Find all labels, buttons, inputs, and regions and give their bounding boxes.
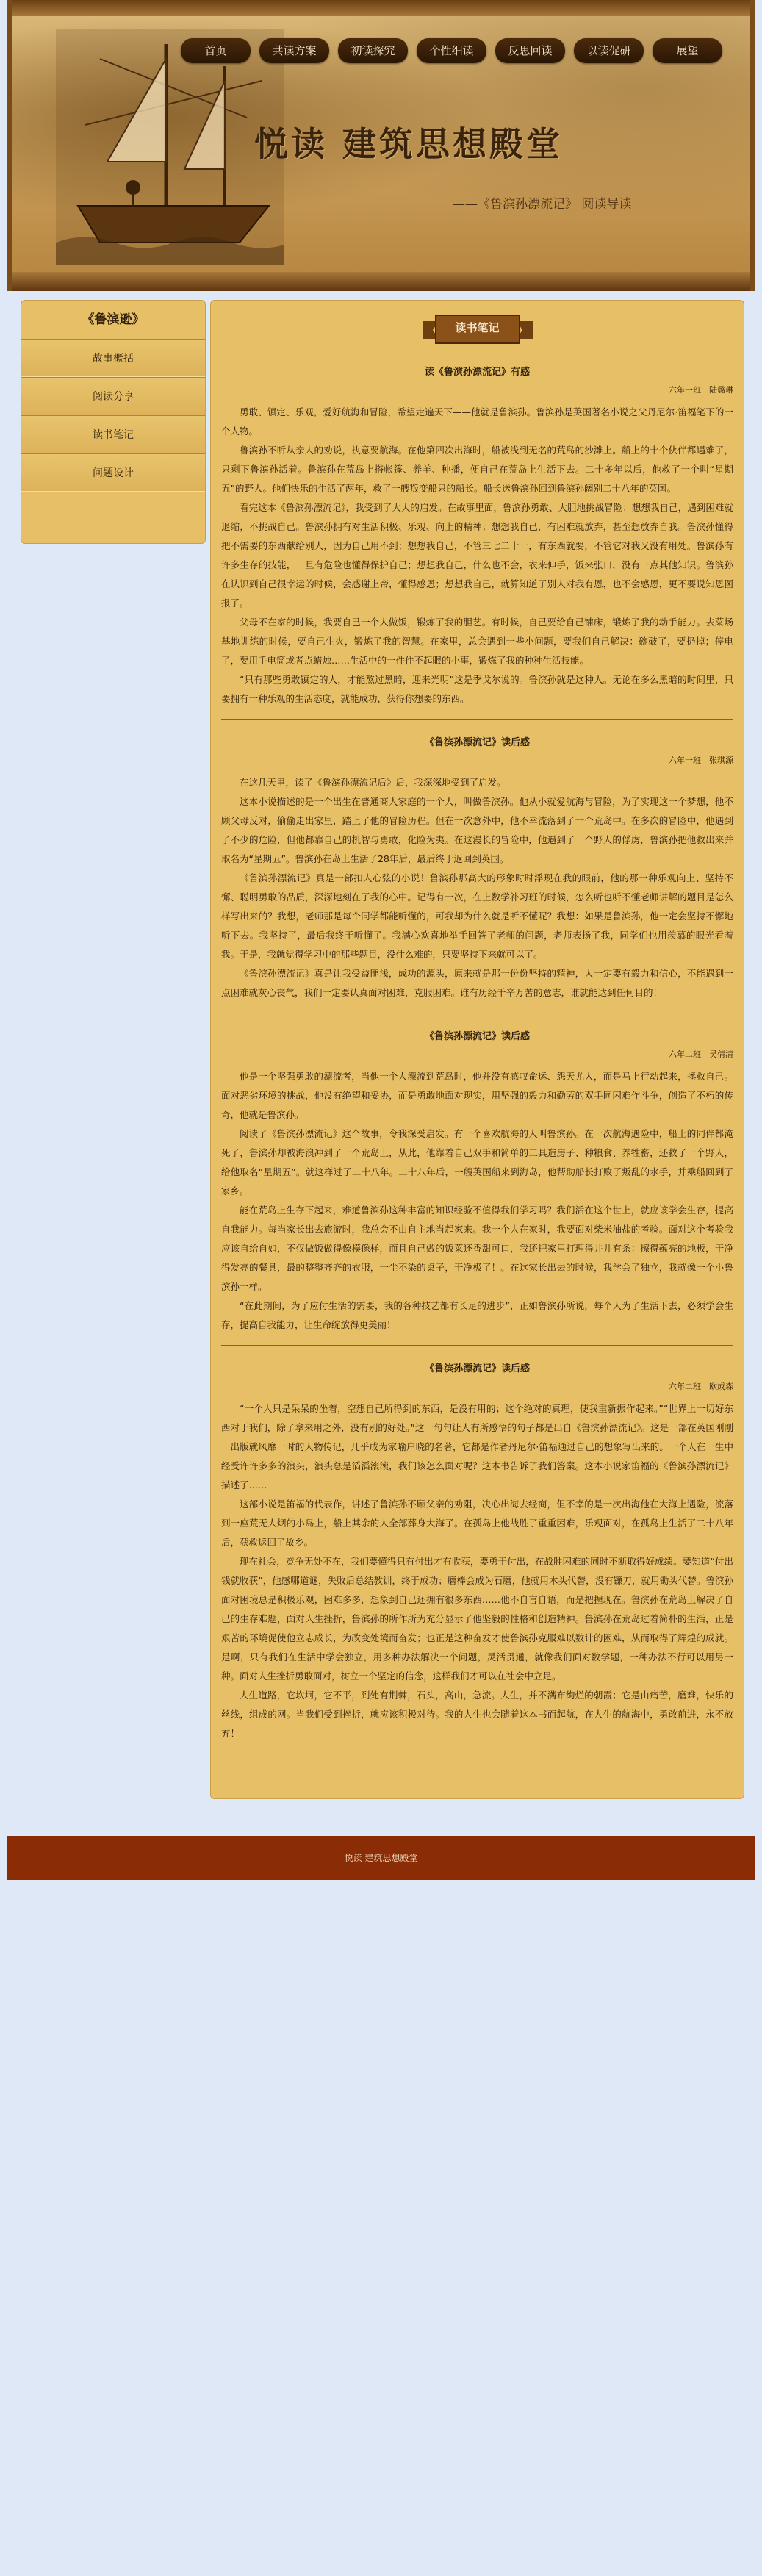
- nav-item-first-reading[interactable]: 初读探究: [338, 38, 408, 63]
- sidebar-item-question-design[interactable]: 问题设计: [21, 453, 205, 492]
- article-paragraph: “在此期间，为了应付生活的需要，我的各种技艺都有长足的进步”，正如鲁滨孙所说，每个人为了生活下去，必须学会生存，提高自我能力，让生命绽放得更美丽！: [221, 1300, 733, 1330]
- scroll-bottom-edge: [12, 272, 750, 291]
- sidebar-title: 《鲁滨逊》: [82, 312, 145, 327]
- article: [221, 1360, 733, 1754]
- banner-subtitle: ——《鲁滨孙漂流记》 阅读导读: [453, 197, 632, 212]
- article-paragraph: 在这几天里，读了《鲁滨孙漂流记后》后，我深深地受到了启发。: [240, 777, 506, 788]
- article-paragraph: 现在社会，竞争无处不在，我们要懂得只有付出才有收获，要勇于付出，在战胜困难的同时不断取得好成绩。要知道“付出钱就收获”，他感哪道谜，失败后总结教训，终于成功；磨棒会成为石磨，他就用木头代替，没有镰刀，就用锄头代替。鲁滨孙面对困境总是积极乐观，困难多多，想象到自己还拥有很多东西……他不自言自语，而是把握现在。鲁滨孙在荒岛上解决了自己的生存难题，面对人生挫折，鲁滨孙的所作所为充分显示了他坚毅的性格和创造精神。鲁滨孙在荒岛过着简朴的生活，正是艰苦的环境促使他立志成长，为改变处境而奋发；也正是这种奋发才使鲁滨孙克服难以数计的困难，从而取得了辉煌的成就。是啊，只有我们在生活中学会独立，用多种办法解决一个问题，灵活贯通，就像我们面对数学题，一种办法不行可以用另一种。面对人生挫折勇敢面对，树立一个坚定的信念，这样我们才可以在社会中立足。: [221, 1556, 733, 1682]
- nav-item-research[interactable]: 以读促研: [574, 38, 644, 63]
- section-label: 读书笔记: [455, 321, 500, 334]
- article-title: 读《鲁滨孙漂流记》有感: [424, 367, 530, 378]
- sidebar-item-reading-notes[interactable]: 读书笔记: [21, 415, 205, 453]
- article-paragraph: 这部小说是笛福的代表作，讲述了鲁滨孙不顾父亲的劝阻，决心出海去经商，但不幸的是一次出海他在大海上遇险，流落到一座荒无人烟的小岛上，船上其余的人全部葬身大海了。在孤岛上他战胜了重重困难，乐观面对，在孤岛上生活了二十八年后，获救返回了故乡。: [221, 1499, 733, 1548]
- article-paragraph: 《鲁滨孙漂流记》真是让我受益匪浅，成功的源头，原来就是那一份份坚持的精神，人一定要有毅力和信心，不能遇到一点困难就灰心丧气，我们一定要认真面对困难，克服困难。谁有历经千辛万苦的意志，谁就能达到任何目的！: [221, 968, 733, 998]
- footer: 悦读 建筑思想殿堂: [7, 1836, 755, 1880]
- banner-title: 悦读 建筑思想殿堂: [254, 124, 564, 164]
- section-ribbon: [423, 312, 533, 349]
- article-author: 六年二班 欧成森: [669, 1382, 733, 1391]
- article: [221, 1028, 733, 1346]
- article-author: 六年二班 吴倩清: [669, 1050, 733, 1059]
- article-author: 六年一班 张琪源: [669, 756, 733, 765]
- nav-item-close-reading[interactable]: 个性细读: [417, 38, 486, 63]
- main-content: [210, 300, 744, 1799]
- nav-item-home[interactable]: 首页: [181, 38, 251, 63]
- nav-item-reading-plan[interactable]: 共读方案: [259, 38, 329, 63]
- nav-item-reflective-reading[interactable]: 反思回读: [495, 38, 565, 63]
- article: [221, 734, 733, 1013]
- article-paragraph: 能在荒岛上生存下起来，难道鲁滨孙这种丰富的知识经验不值得我们学习吗？我们活在这个世上，就应该学会生存，提高自我能力。每当家长出去旅游时，我总会不由自主地当起家来。我一个人在家时，我要面对柴米油盐的考验。面对这个考验我应该自给自如，不仅做饭做得像模像样，而且自己做的饭菜还香甜可口，我还把家里打理得井井有条：擦得蕴亮的地板，干净得发亮的餐具，最的整整齐齐的衣服，一尘不染的桌子，干净极了！。在这家长出去的时候，我学会了独立，我就像一个小鲁滨孙一样。: [221, 1205, 733, 1292]
- scroll-top-edge: [12, 0, 750, 16]
- sidebar-item-reading-share[interactable]: 阅读分享: [21, 377, 205, 415]
- article-paragraph: 父母不在家的时候，我要自己一个人做饭，锻炼了我的胆艺。有时候，自己要给自己铺床，锻炼了我的动手能力。去菜场基地训练的时候，要自己生火，锻炼了我的智慧。在家里，总会遇到一些小问题，要我们自己解决：碗破了，要扔掉；停电了，要用手电筒或者点蜡烛……生活中的一件件不起眼的小事，锻炼了我的种种生活技能。: [221, 617, 733, 666]
- header-banner: [7, 0, 755, 291]
- article-author: 六年一班 陆璐琳: [669, 385, 733, 395]
- article-title: 《鲁滨孙漂流记》读后感: [424, 1031, 530, 1042]
- article-paragraph: 阅读了《鲁滨孙漂流记》这个故事，令我深受启发。有一个喜欢航海的人叫鲁滨孙。在一次航海遇险中，船上的同伴都淹死了，鲁滨孙却被海浪冲到了一个荒岛上，从此，他靠着自己双手和简单的工具造房子、种粮食、养牲畜，还救了一个野人，给他取名“星期五”。就这样过了二十八年。二十八年后，一艘英国船来到海岛，他帮助船长打败了叛乱的水手，并乘船回到了家乡。: [221, 1128, 733, 1196]
- article-paragraph: 他是一个坚强勇敢的漂流者，当他一个人漂流到荒岛时，他并没有感叹命运、怨天尤人，而是马上行动起来，拯救自己。面对恶劣环境的挑战，他没有绝望和妥协，而是勇敢地面对现实，用坚强的毅力和勤劳的双手同困难作斗争，创造了不朽的传奇，他就是鲁滨孙。: [221, 1071, 733, 1120]
- article-paragraph: 这本小说描述的是一个出生在普通商人家庭的一个人，叫做鲁滨孙。他从小就爱航海与冒险，为了实现这一个梦想，他不顾父母反对，偷偷走出家里，踏上了他的冒险历程。但在一次意外中，他不幸流落到了一个荒岛中。在多次的冒险中，他遇到了不少的危险，但他都靠自己的机智与勇敢，化险为夷。在这漫长的冒险中，他遇到了一个野人的俘虏，鲁滨孙把他救出来并取名为“星期五”。鲁滨孙在岛上生活了28年后，最后终于返回到英国。: [221, 796, 733, 864]
- article-paragraph: “只有那些勇敢镇定的人，才能熬过黑暗，迎来光明”这是季戈尔说的。鲁滨孙就是这种人。无论在多么黑暗的时间里，只要拥有一种乐观的生活态度，就能成功，获得你想要的东西。: [221, 674, 733, 704]
- article-title: 《鲁滨孙漂流记》读后感: [424, 1363, 530, 1374]
- article: [221, 364, 733, 720]
- article-paragraph: 勇敢、镇定、乐观，爱好航海和冒险，希望走遍天下——他就是鲁滨孙。鲁滨孙是英国著名小说之父丹尼尔·笛福笔下的一个人物。: [221, 406, 733, 437]
- nav-item-outlook[interactable]: 展望: [653, 38, 722, 63]
- sidebar: [21, 300, 206, 544]
- sidebar-item-story-summary[interactable]: 故事概括: [21, 339, 205, 377]
- article-paragraph: 人生道路，它坎坷，它不平，到处有荆棘，石头，高山，急流。人生，并不满布绚烂的朝霞；它是由痛苦，磨难，快乐的丝线，组成的网。当我们受到挫折，就应该积极对待。我的人生也会随着这本书而起航，在人生的航海中，勇敢前进，永不放弃！: [221, 1690, 733, 1739]
- article-title: 《鲁滨孙漂流记》读后感: [424, 737, 530, 748]
- article-paragraph: 看完这本《鲁滨孙漂流记》，我受到了大大的启发。在故事里面，鲁滨孙勇敢、大胆地挑战冒险；想想我自己，遇到困难就退缩，不挑战自己。鲁滨孙拥有对生活积极、乐观、向上的精神；想想我自己，有困难就放弃，甚至想放弃自我。鲁滨孙懂得把不需要的东西献给别人，因为自己用不到；想想我自己，不管三七二十一，有东西就要，不管它对我又没有用处。鲁滨孙有许多生存的技能，一旦有危险也懂得保护自己；想想我自己，什么也不会，衣来伸手，饭来张口，没有一点其他知识。鲁滨孙在认识到自己很幸运的时候，会感谢上帝，懂得感恩；想想我自己，就算知道了别人对我有恩，也不会感恩，更不要说知恩图报了。: [221, 502, 733, 609]
- main-nav: [181, 38, 722, 63]
- content-area: [7, 300, 755, 1799]
- article-paragraph: 《鲁滨孙漂流记》真是一部扣人心弦的小说！鲁滨孙那高大的形象时时浮现在我的眼前，他的那一种乐观向上、坚持不懈、聪明勇敢的品质，深深地刻在了我的心中。记得有一次，在上数学补习班的时候，怎么听也听不懂老师讲解的题目是怎么样写出来的？我想，老师那是每个同学都能听懂的，可我却为什么就是听不懂呢？我想：如果是鲁滨孙，他一定会坚持不懈地听下去。我坚持了，最后我终于听懂了。我满心欢喜地举手回答了老师的问题，老师表扬了我，同学们也用羡慕的眼光看着我。于是，我就觉得学习中的那些题目，没什么难的，只要坚持下来就可以了。: [221, 872, 733, 960]
- sailing-ship-illustration: [56, 29, 284, 265]
- article-paragraph: “一个人只是呆呆的坐着，空想自己所得到的东西，是没有用的；这个绝对的真理，使我重新振作起来。”“世界上一切好东西对于我们，除了拿来用之外，没有别的好处。”这一句句让人有所感悟的句子都是出自《鲁滨孙漂流记》。这是一部在英国刚刚一出版就风靡一时的人物传记，几乎成为家喻户晓的名著，它都是作者丹尼尔·笛福通过自己的想象写出来的。一个人在一生中经受许许多多的浪头，浪头总是滔滔滚滚，我们该怎么面对呢？这本书告诉了我们答案。这本小说家笛福的《鲁滨孙漂流记》描述了……: [221, 1403, 733, 1490]
- article-paragraph: 鲁滨孙不听从亲人的劝说，执意要航海。在他第四次出海时，船被浅到无名的荒岛的沙滩上。船上的十个伙伴都遇难了，只剩下鲁滨孙活着。鲁滨孙在荒岛上搭帐篷、养羊、种播，便自己在荒岛上生活下去。二十多年以后，他救了一个叫“星期五”的野人。他们快乐的生活了两年，救了一艘叛变船只的船长。船长送鲁滨孙回到鲁滨孙阔别二十八年的英国。: [221, 445, 733, 494]
